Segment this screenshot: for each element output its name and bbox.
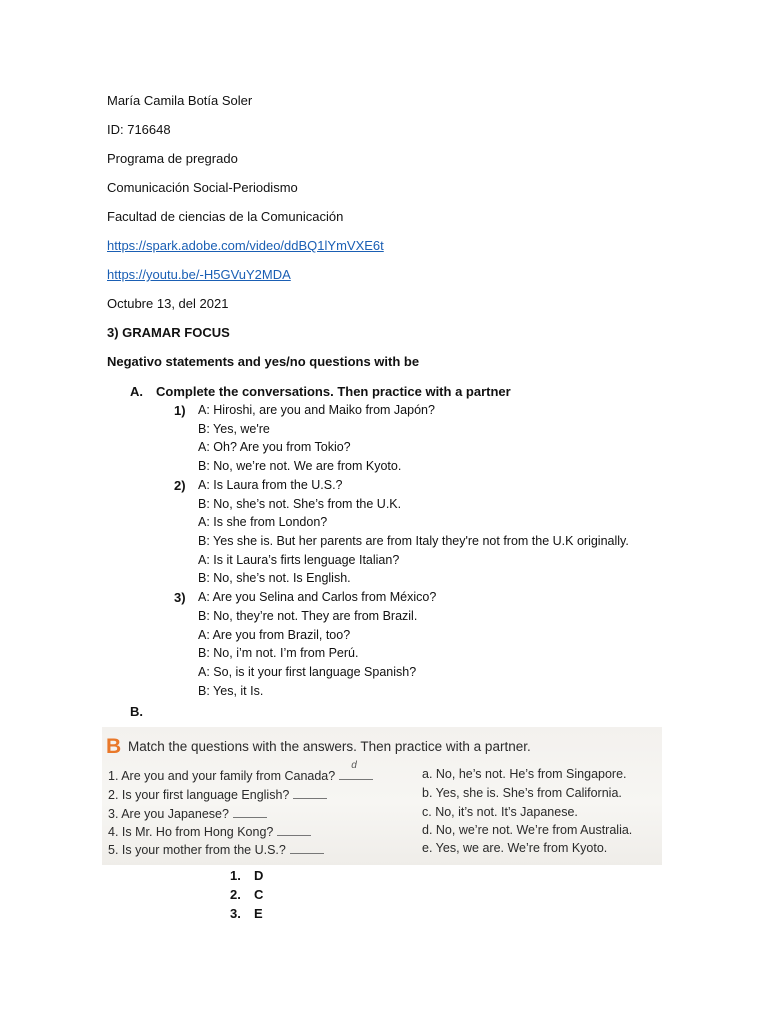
exercise-answer: d. No, we’re not. We’re from Australia.	[422, 823, 633, 837]
program: Programa de pregrado	[107, 151, 238, 166]
conversation-line: A: Hiroshi, are you and Maiko from Japón?	[198, 403, 435, 417]
answer-blank	[293, 788, 327, 799]
answer-number: 1.	[230, 868, 241, 883]
conversation-number: 1)	[174, 403, 186, 418]
conversation-line: B: No, she’s not. Is English.	[198, 571, 351, 585]
conversation-line: A: So, is it your first language Spanish?	[198, 665, 417, 679]
student-id: ID: 716648	[107, 122, 171, 137]
exercise-question: 2. Is your first language English?	[108, 788, 327, 802]
conversation-number: 3)	[174, 590, 186, 605]
conversation-line: A: Are you Selina and Carlos from México?	[198, 590, 437, 604]
exercise-answer: b. Yes, she is. She’s from California.	[422, 786, 622, 800]
conversation-line: A: Oh? Are you from Tokio?	[198, 440, 351, 454]
part-a-letter: A.	[130, 384, 143, 399]
exercise-question: 1. Are you and your family from Canada? d	[108, 769, 373, 783]
section-subtitle: Negativo statements and yes/no questions with be	[107, 354, 420, 369]
conversation-line: A: Are you from Brazil, too?	[198, 628, 351, 642]
exercise-question: 5. Is your mother from the U.S.?	[108, 843, 324, 857]
spark-video-link[interactable]: https://spark.adobe.com/video/ddBQ1lYmVXE6t	[107, 238, 384, 253]
student-name: María Camila Botía Soler	[107, 93, 253, 108]
exercise-answer: a. No, he’s not. He’s from Singapore.	[422, 767, 627, 781]
answer-value: D	[254, 868, 264, 883]
conversation-number: 2)	[174, 478, 186, 493]
answer-number: 2.	[230, 887, 241, 902]
conversation-line: B: No, they’re not. They are from Brazil.	[198, 609, 418, 623]
conversation-line: A: Is Laura from the U.S.?	[198, 478, 343, 492]
conversation-line: A: Is it Laura’s firts lenguage Italian?	[198, 553, 400, 567]
exercise-answer: e. Yes, we are. We’re from Kyoto.	[422, 841, 608, 855]
answer-number: 3.	[230, 906, 241, 921]
exercise-answer: c. No, it’s not. It’s Japanese.	[422, 805, 578, 819]
answer-blank: d	[339, 769, 373, 780]
date: Octubre 13, del 2021	[107, 296, 229, 311]
conversation-line: B: Yes she is. But her parents are from Italy they're not from the U.K originally.	[198, 534, 629, 548]
faculty: Facultad de ciencias de la Comunicación	[107, 209, 344, 224]
answer-blank	[277, 825, 311, 836]
conversation-line: B: Yes, we're	[198, 422, 270, 436]
conversation-line: B: Yes, it Is.	[198, 684, 264, 698]
conversation-line: A: Is she from London?	[198, 515, 328, 529]
degree: Comunicación Social-Periodismo	[107, 180, 298, 195]
answer-blank	[233, 807, 267, 818]
answer-value: C	[254, 887, 264, 902]
part-a-instruction: Complete the conversations. Then practice with a partner	[156, 384, 511, 399]
part-b-letter: B.	[130, 704, 143, 719]
conversation-line: B: No, i’m not. I’m from Perú.	[198, 646, 359, 660]
conversation-line: B: No, she’s not. She’s from the U.K.	[198, 497, 402, 511]
exercise-question: 4. Is Mr. Ho from Hong Kong?	[108, 825, 311, 839]
answer-value: E	[254, 906, 263, 921]
youtube-link[interactable]: https://youtu.be/-H5GVuY2MDA	[107, 267, 291, 282]
section-title: 3) GRAMAR FOCUS	[107, 325, 230, 340]
conversation-line: B: No, we’re not. We are from Kyoto.	[198, 459, 402, 473]
exercise-letter: B	[106, 735, 122, 758]
textbook-exercise-image	[102, 727, 662, 865]
exercise-question: 3. Are you Japanese?	[108, 807, 267, 821]
exercise-instruction: Match the questions with the answers. Then practice with a partner.	[128, 739, 531, 754]
answer-blank	[290, 843, 324, 854]
